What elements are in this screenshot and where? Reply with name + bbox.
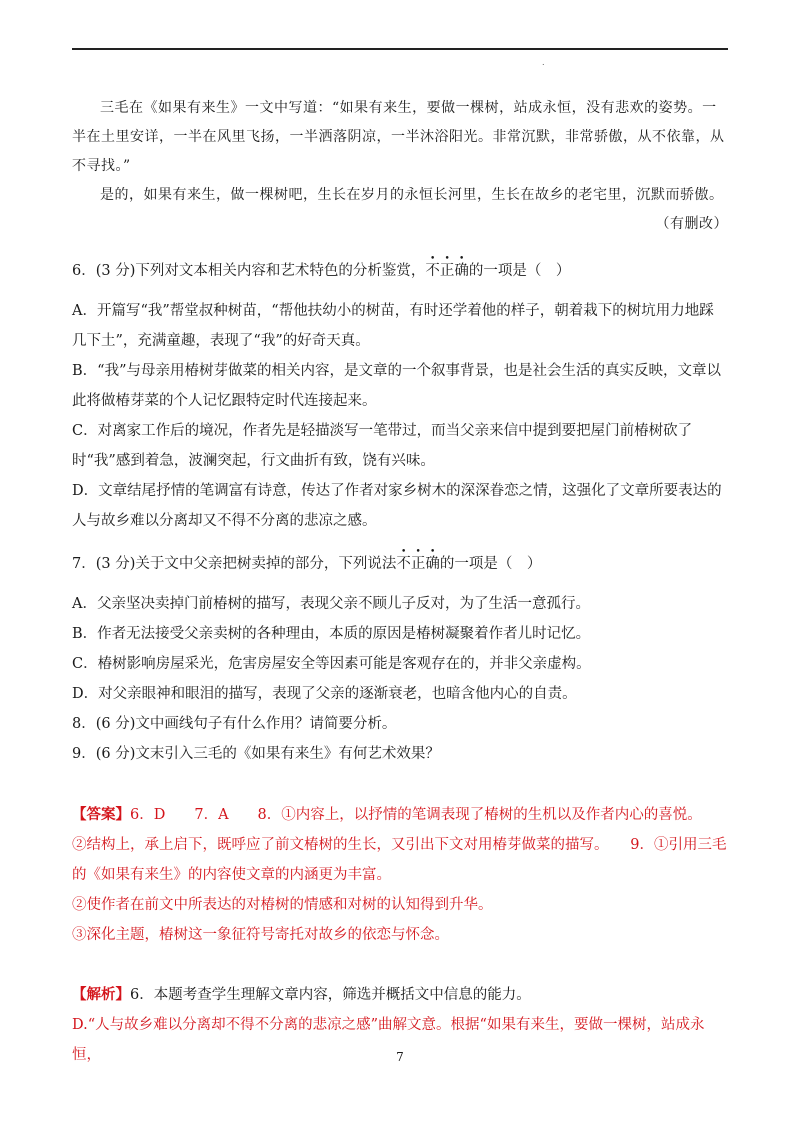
question-6-option-a: A．开篇写“我”帮堂叔种树苗，“帮他扶幼小的树苗，有时还学着他的样子，朝着栽下的树坑用力地踩几下土”，充满童趣，表现了“我”的好奇天真。 xyxy=(72,303,714,349)
question-9: 9．(6 分)文末引入三毛的《如果有来生》有何艺术效果？ xyxy=(72,746,440,762)
answer-section xyxy=(72,800,728,950)
question-7 xyxy=(72,549,728,769)
emphasis-char: 不 xyxy=(425,263,440,279)
answer-tag: 【答案】 xyxy=(72,806,130,823)
emphasis-char: 正 xyxy=(410,556,426,572)
question-7-option-b: B．作者无法接受父亲卖树的各种理由，本质的原因是椿树凝聚着作者儿时记忆。 xyxy=(72,626,591,642)
question-7-stem: 7．(3 分)关于文中父亲把树卖掉的部分，下列说法不正确的一项是（ ） xyxy=(72,549,728,579)
answer-line-4: ②使作者在前文中所表达的对椿树的情感和对树的认知得到升华。 xyxy=(72,897,493,913)
question-6-option-b: B．“我”与母亲用椿树芽做菜的相关内容，是文章的一个叙事背景，也是社会生活的真实反映，文章以此将做椿芽菜的个人记忆跟特定时代连接起来。 xyxy=(72,363,721,409)
question-6-option-c: C．对离家工作后的境况，作者先是轻描淡写一笔带过，而当父亲来信中提到要把屋门前椿树砍了时“我”感到着急，波澜突起，行文曲折有致，饶有兴味。 xyxy=(72,423,693,469)
question-7-option-d: D．对父亲眼神和眼泪的描写，表现了父亲的逐渐衰老，也暗含他内心的自责。 xyxy=(72,686,577,702)
answer-line-2: ②结构上，承上启下，既呼应了前文椿树的生长，又引出下文对用椿芽做菜的描写。 9．①引用三毛 xyxy=(72,837,727,853)
answer-line-3: 的《如果有来生》的内容使文章的内涵更为丰富。 xyxy=(72,867,391,883)
emphasis-char: 确 xyxy=(454,263,469,279)
emphasis-char: 正 xyxy=(439,263,455,279)
analysis-line-1: 【解析】6．本题考查学生理解文章内容，筛选并概括文中信息的能力。 xyxy=(72,986,531,1003)
analysis-tag: 【解析】 xyxy=(72,986,130,1003)
passage xyxy=(72,94,728,239)
header-rule xyxy=(72,48,728,50)
question-8: 8．(6 分)文中画线句子有什么作用？请简要分析。 xyxy=(72,716,397,732)
emphasis-char: 确 xyxy=(425,556,440,572)
answer-line-5: ③深化主题，椿树这一象征符号寄托对故乡的依恋与怀念。 xyxy=(72,927,449,943)
header-dot: . xyxy=(542,58,545,67)
analysis-line-2: D.“人与故乡难以分离却不得不分离的悲凉之感”曲解文意。根据“如果有来生，要做一棵树，站成永恒， xyxy=(72,1017,705,1063)
question-7-option-c: C．椿树影响房屋采光，危害房屋安全等因素可能是客观存在的，并非父亲虚构。 xyxy=(72,656,591,672)
answer-line-1: 【答案】6．D 7．A 8．①内容上，以抒情的笔调表现了椿树的生机以及作者内心的喜悦。 xyxy=(72,806,702,823)
attribution: （有删改） xyxy=(655,216,728,232)
emphasis-char: 不 xyxy=(396,556,411,572)
passage-paragraph-1: 三毛在《如果有来生》一文中写道：“如果有来生，要做一棵树，站成永恒，没有悲欢的姿势。一半在土里安详，一半在风里飞扬，一半洒落阴凉，一半沐浴阳光。非常沉默，非常骄傲，从不依靠，从不寻找。” xyxy=(72,100,725,174)
question-6-option-d: D．文章结尾抒情的笔调富有诗意，传达了作者对家乡树木的深深眷恋之情，这强化了文章所要表达的人与故乡难以分离却又不得不分离的悲凉之感。 xyxy=(72,483,722,529)
question-6 xyxy=(72,256,728,536)
passage-paragraph-2: 是的，如果有来生，做一棵树吧，生长在岁月的永恒长河里，生长在故乡的老宅里，沉默而骄傲。 xyxy=(100,187,724,203)
question-6-stem: 6．(3 分)下列对文本相关内容和艺术特色的分析鉴赏，不正确的一项是（ ） xyxy=(72,256,728,286)
question-7-option-a: A．父亲坚决卖掉门前椿树的描写，表现父亲不顾儿子反对，为了生活一意孤行。 xyxy=(72,596,590,612)
page-number: 7 xyxy=(396,1050,404,1064)
